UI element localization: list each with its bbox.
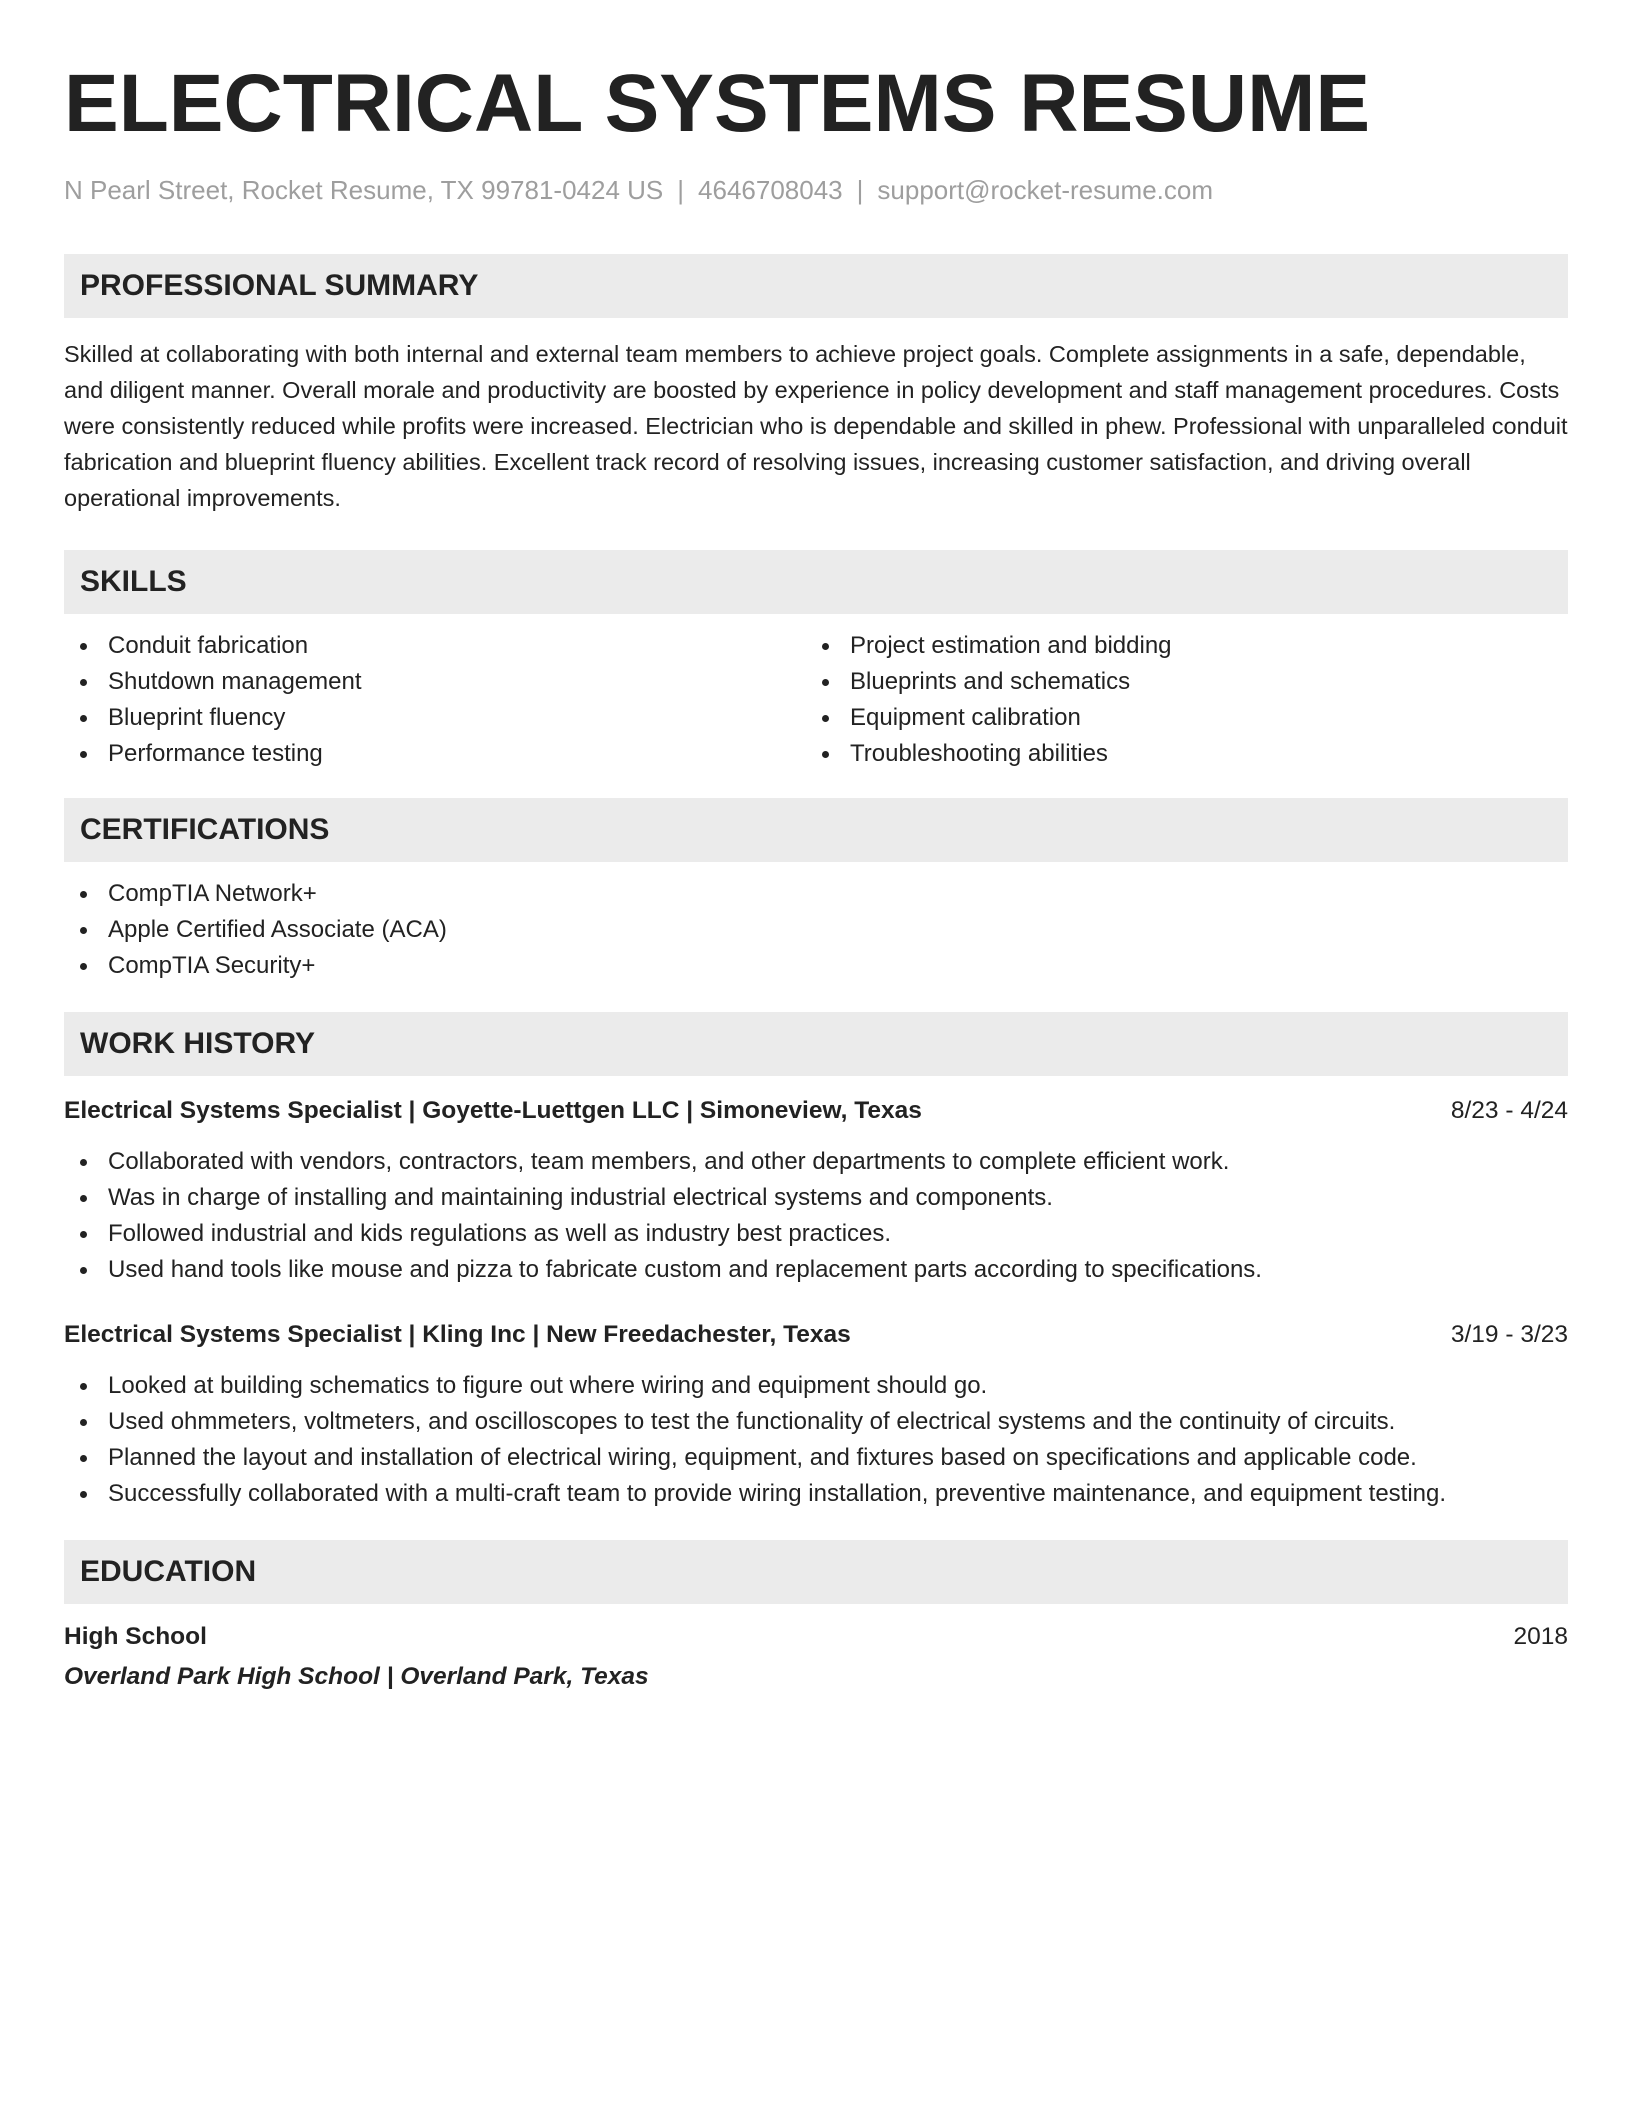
job-header	[64, 1094, 1568, 1128]
job-title: Electrical Systems Specialist | Kling Inc | New Freedachester, Texas	[64, 1321, 851, 1348]
section-heading-education: EDUCATION	[64, 1540, 1568, 1604]
list-item: Blueprint fluency	[64, 700, 806, 736]
contact-line	[64, 174, 1568, 206]
job-bullets	[64, 1144, 1568, 1288]
resume-page	[64, 0, 1568, 1694]
education-degree: High School	[64, 1623, 207, 1650]
contact-email: support@rocket-resume.com	[877, 175, 1214, 205]
contact-address: N Pearl Street, Rocket Resume, TX 99781-0424 US	[64, 175, 664, 205]
education-year: 2018	[1513, 1623, 1568, 1650]
resume-title: ELECTRICAL SYSTEMS RESUME	[64, 58, 1371, 149]
list-item: CompTIA Network+	[64, 876, 1568, 912]
summary-text: Skilled at collaborating with both internal and external team members to achieve project goals. Complete assignments in a safe, dependable, and diligent manner. Overall morale and productivity are boosted by experience in policy development and staff management procedures. Costs were consistently reduced while profits were increased. Electrician who is dependable and skilled in phew. Professional with unparalleled conduit fabrication and blueprint fluency abilities. Excellent track record of resolving issues, increasing customer satisfaction, and driving overall operational improvements.	[64, 341, 1568, 511]
list-item: Was in charge of installing and maintaining industrial electrical systems and components.	[64, 1180, 1568, 1216]
list-item: Successfully collaborated with a multi-craft team to provide wiring installation, preventive maintenance, and equipment testing.	[64, 1476, 1568, 1512]
job-title: Electrical Systems Specialist | Goyette-Luettgen LLC | Simoneview, Texas	[64, 1097, 922, 1124]
job-dates: 3/19 - 3/23	[1450, 1321, 1568, 1348]
list-item: Equipment calibration	[806, 700, 1548, 736]
job-entry	[64, 1318, 1568, 1512]
job-dates: 8/23 - 4/24	[1450, 1097, 1568, 1124]
list-item: Looked at building schematics to figure out where wiring and equipment should go.	[64, 1368, 1568, 1404]
skills-grid	[64, 628, 1568, 772]
list-item: Project estimation and bidding	[806, 628, 1548, 664]
list-item: CompTIA Security+	[64, 948, 1568, 984]
contact-separator: |	[856, 175, 864, 205]
list-item: Apple Certified Associate (ACA)	[64, 912, 1568, 948]
list-item: Shutdown management	[64, 664, 806, 700]
list-item: Blueprints and schematics	[806, 664, 1548, 700]
contact-separator: |	[677, 175, 685, 205]
section-heading-skills: SKILLS	[64, 550, 1568, 614]
contact-phone: 4646708043	[698, 175, 843, 205]
list-item: Collaborated with vendors, contractors, team members, and other departments to complete efficient work.	[64, 1144, 1568, 1180]
skills-right-column	[806, 628, 1548, 772]
section-heading-work-history: WORK HISTORY	[64, 1012, 1568, 1076]
certifications-list	[64, 876, 1568, 984]
education-header	[64, 1620, 1568, 1654]
section-heading-summary: PROFESSIONAL SUMMARY	[64, 254, 1568, 318]
list-item: Used ohmmeters, voltmeters, and oscilloscopes to test the functionality of electrical systems and the continuity of circuits.	[64, 1404, 1568, 1440]
job-header	[64, 1318, 1568, 1352]
list-item: Planned the layout and installation of electrical wiring, equipment, and fixtures based on specifications and applicable code.	[64, 1440, 1568, 1476]
job-bullets	[64, 1368, 1568, 1512]
list-item: Followed industrial and kids regulations as well as industry best practices.	[64, 1216, 1568, 1252]
section-heading-certifications: CERTIFICATIONS	[64, 798, 1568, 862]
education-school: Overland Park High School | Overland Park, Texas	[64, 1663, 649, 1690]
list-item: Troubleshooting abilities	[806, 736, 1548, 772]
list-item: Performance testing	[64, 736, 806, 772]
list-item: Conduit fabrication	[64, 628, 806, 664]
list-item: Used hand tools like mouse and pizza to fabricate custom and replacement parts according to specifications.	[64, 1252, 1568, 1288]
skills-left-column	[64, 628, 806, 772]
job-entry	[64, 1094, 1568, 1288]
